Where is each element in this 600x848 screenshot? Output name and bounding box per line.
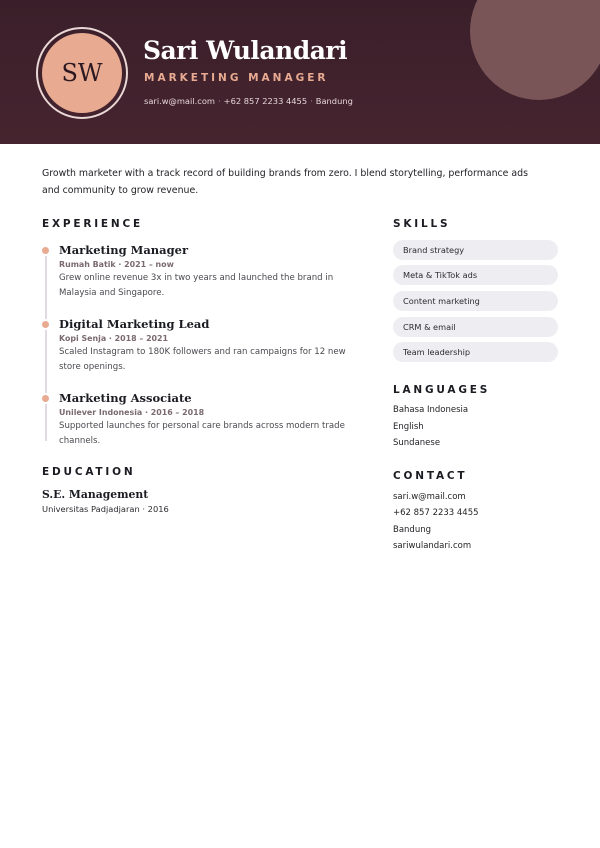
candidate-role: MARKETING MANAGER [144, 72, 329, 84]
candidate-name: Sari Wulandari [143, 36, 348, 65]
resume-header [0, 0, 600, 144]
contact-phone: +62 857 2233 4455 [393, 508, 479, 518]
education-school: Universitas Padjadjaran · 2016 [42, 504, 169, 514]
contact-city: Bandung [393, 525, 431, 535]
skill-tag: Brand strategy [393, 240, 558, 260]
language-item: English [393, 422, 424, 432]
education-heading: EDUCATION [42, 466, 136, 478]
header-contact-line [144, 96, 353, 106]
languages-heading: LANGUAGES [393, 384, 491, 396]
timeline-dot [40, 319, 51, 330]
header-email: sari.w@mail.com [144, 96, 215, 106]
job-title: Digital Marketing Lead [59, 317, 210, 331]
header-city: Bandung [315, 96, 353, 106]
job-meta: Unilever Indonesia · 2016 – 2018 [59, 408, 205, 417]
timeline-dot [40, 393, 51, 404]
experience-timeline [45, 249, 47, 441]
separator: · [217, 96, 221, 106]
skill-tag: Meta & TikTok ads [393, 265, 558, 285]
language-item: Bahasa Indonesia [393, 405, 469, 415]
decorative-circle [470, 0, 600, 100]
timeline-dot [40, 245, 51, 256]
job-description: Grew online revenue 3x in two years and launched the brand in Malaysia and Singapore. [59, 273, 334, 299]
avatar-initials: SW [42, 33, 122, 113]
job-title: Marketing Associate [59, 391, 192, 405]
experience-heading: EXPERIENCE [42, 218, 143, 230]
contact-email: sari.w@mail.com [393, 492, 466, 502]
job-description: Scaled Instagram to 180K followers and ran campaigns for 12 new store openings. [59, 347, 346, 373]
job-title: Marketing Manager [59, 243, 189, 257]
header-phone: +62 857 2233 4455 [223, 96, 308, 106]
skill-tag: Team leadership [393, 342, 558, 362]
profile-summary: Growth marketer with a track record of building brands from zero. I blend storytelling, performance ads and community to grow revenue. [42, 168, 529, 196]
job-description: Supported launches for personal care brands across modern trade channels. [59, 421, 345, 447]
language-item: Sundanese [393, 438, 441, 448]
contact-heading: CONTACT [393, 470, 468, 482]
separator: · [310, 96, 313, 106]
contact-website: sariwulandari.com [393, 541, 472, 551]
education-degree: S.E. Management [42, 488, 149, 501]
skills-heading: SKILLS [393, 218, 451, 230]
skill-tag: CRM & email [393, 317, 558, 337]
job-meta: Kopi Senja · 2018 – 2021 [59, 334, 169, 343]
skill-tag: Content marketing [393, 291, 558, 311]
job-meta: Rumah Batik · 2021 – now [59, 260, 174, 269]
